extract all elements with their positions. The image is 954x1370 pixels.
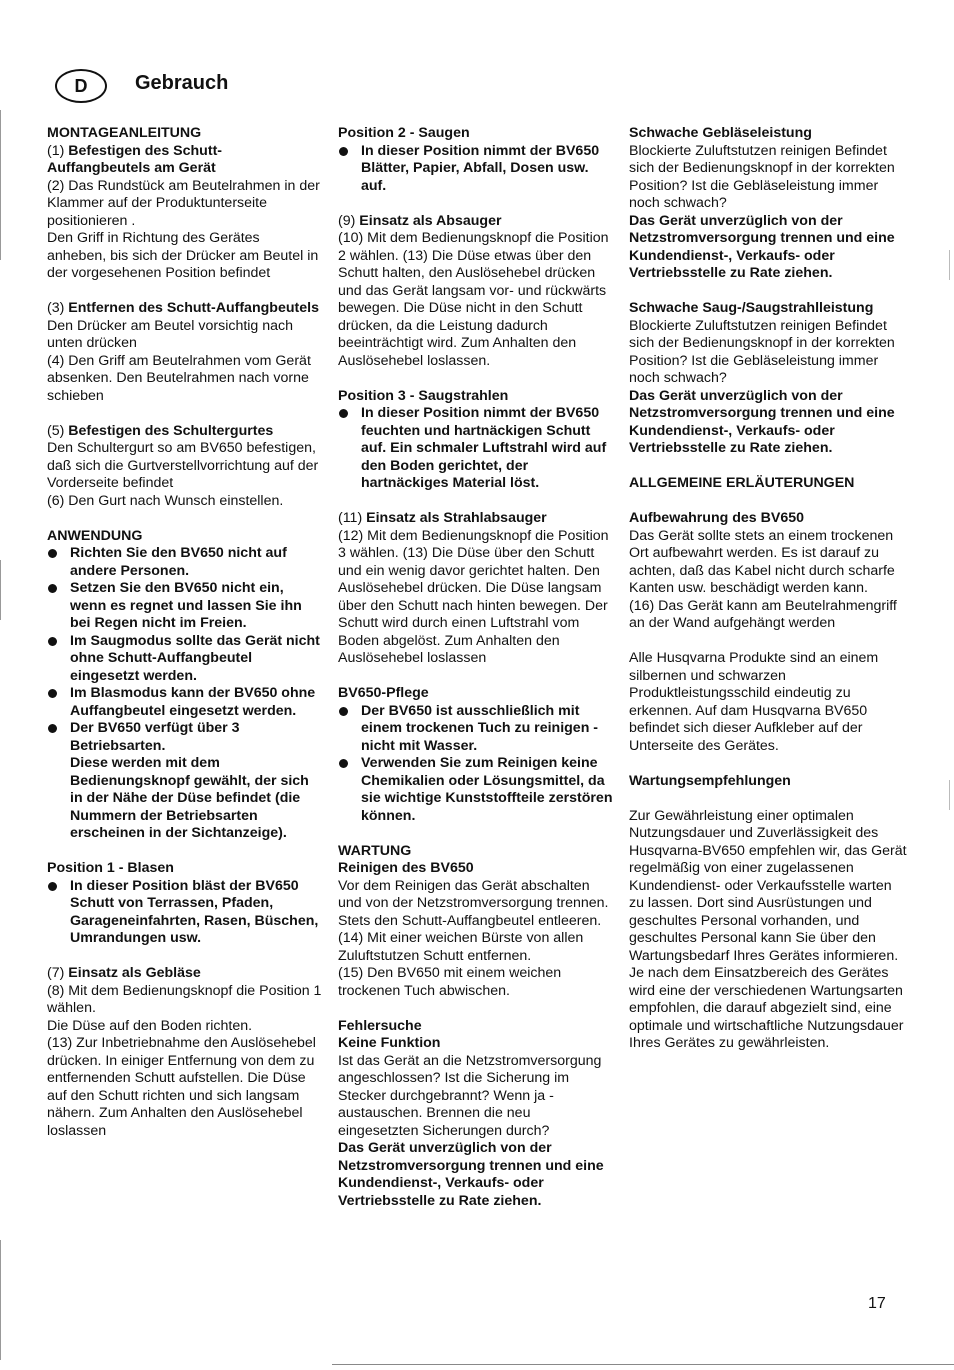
bullet-item: Der BV650 ist ausschließlich mit einem trockenen Tuch zu reinigen - nicht mit Wasser. [338, 703, 613, 756]
paragraph: Zur Gewährleistung einer optimalen Nutzungsdauer und Zuverlässigkeit des Husqvarna-BV650 empfehlen wir, das Gerät regelmäßig von einer zugelassenen Kundendienst- oder Verkaufsstelle warten zu lassen. Dort sind Ausrüstungen und geschultes Personal vorhanden, und geschultes Personal kann Sie über den Wartungsbedarf Ihres Gerätes informieren. Je nach dem Einsatzbereich des Gerätes wird eine der verschiedenen Wartungsarten empfohlen, die darauf abgezielt sind, eine optimale und wirtschaftliche Nutzungsdauer Ihres Gerätes zu gewährleisten. [629, 807, 907, 1051]
subheading: Reinigen des BV650 [338, 860, 474, 876]
paragraph: Den Schultergurt so am BV650 befestigen, daß sich die Gurtverstellvorrichtung auf der Vorderseite befindet [47, 440, 319, 491]
step-number: (7) [47, 965, 65, 981]
paragraph: Vor dem Reinigen das Gerät abschalten und von der Netzstromversorgung trennen. Stets den Schutt-Auffangbeutel entleeren. [338, 877, 609, 929]
paragraph: Die Düse auf den Boden richten. [47, 1017, 253, 1034]
paragraph: (2) Das Rundstück am Beutelrahmen in der Klammer auf der Produktunterseite positionieren . [47, 177, 320, 229]
step-title: Einsatz als Gebläse [68, 965, 201, 981]
step-title: Einsatz als Strahlabsauger [366, 510, 547, 526]
step-number: (1) [47, 142, 65, 159]
bullet-continuation: Diese werden mit dem Bedienungsknopf gewählt, der sich in der Nähe der Düse befindet (die Nummern der Betriebsarten erscheinen in der Sichtanzeige). [70, 755, 309, 841]
paragraph: (6) Den Gurt nach Wunsch einstellen. [47, 492, 284, 509]
paragraph: (8) Mit dem Bedienungsknopf die Position 1 wählen. [47, 982, 322, 1016]
bullet-item: Richten Sie den BV650 nicht auf andere Personen. [47, 545, 322, 580]
step-5 [47, 423, 322, 441]
step-title: Befestigen des Schultergurtes [68, 422, 274, 439]
section-heading: MONTAGEANLEITUNG [47, 125, 202, 141]
paragraph: (12) Mit dem Bedienungsknopf die Position 3 wählen. (13) Die Düse über den Schutt und ein wenig davor gerichtet halten. Den Auslösehebel drücken. Die Düse langsam über den Schutt nach hinten bewegen. Der Schutt wird durch einen Luftstrahl vom Boden abgelöst. Zum Anhalten den Auslösehebel loslassen [338, 527, 609, 666]
subheading: Schwache Gebläseleistung [629, 125, 812, 141]
step-title: Befestigen des Schutt-Auffangbeutels am Gerät [47, 142, 223, 176]
paragraph: (14) Mit einer weichen Bürste von allen Zuluftstutzen Schutt entfernen. [338, 930, 584, 964]
section-heading: ANWENDUNG [47, 527, 143, 544]
warning-text: Das Gerät unverzüglich von der Netzstromversorgung trennen und eine Kundendienst-, Verkaufs- oder Vertriebsstelle zu Rate ziehen. [629, 212, 895, 281]
paragraph: (10) Mit dem Bedienungsknopf die Position 2 wählen. (13) Die Düse etwas über den Schutt halten, den Auslösehebel drücken und das Gerät langsam vor- und rückwärts bewegen. Die Düse nicht in den Schutt drücken, da die Leistung dadurch beeinträchtigt wird. Zum Anhalten den Auslösehebel loslassen. [338, 230, 609, 369]
step-title: Entfernen des Schutt-Auffangbeutels [68, 300, 319, 316]
bullet-item: In dieser Position bläst der BV650 Schutt von Terrassen, Pfaden, Garageneinfahrten, Rasen, Büschen, Umrandungen usw. [47, 878, 322, 948]
step-3 [47, 300, 322, 318]
bullet-item: Im Blasmodus kann der BV650 ohne Auffangbeutel eingesetzt werden. [47, 685, 322, 720]
paragraph: Alle Husqvarna Produkte sind an einem silbernen und schwarzen Produktleistungsschild eindeutig zu erkennen. Auf dam Husqvarna BV650 befindet sich dieser Aufkleber auf der Unterseite des Gerätes. [629, 650, 879, 754]
section-heading: Position 2 - Saugen [338, 125, 470, 141]
bullet-item: Setzen Sie den BV650 nicht ein, wenn es regnet und lassen Sie ihn bei Regen nicht im Freien. [47, 580, 322, 633]
bullet-item: In dieser Position nimmt der BV650 feuchten und hartnäckigen Schutt auf. Ein schmaler Luftstrahl wird auf den Boden gerichtet, der hartnäckiges Material löst. [338, 405, 613, 493]
step-1 [47, 143, 322, 178]
page-number: 17 [868, 1295, 886, 1312]
bullet-item: Verwenden Sie zum Reinigen keine Chemikalien oder Lösungsmittel, da sie wichtige Kunststoffteile zerstören können. [338, 755, 613, 825]
subheading: Keine Funktion [338, 1035, 441, 1051]
paragraph: Blockierte Zuluftstutzen reinigen Befindet sich der Bedienungsknopf in der korrekten Position? Ist die Gebläseleistung immer noch schwach? [629, 317, 895, 386]
step-7 [47, 965, 322, 983]
paragraph: Blockierte Zuluftstutzen reinigen Befindet sich der Bedienungsknopf in der korrekten Position? Ist die Gebläseleistung immer noch schwach? [629, 142, 895, 211]
column-2 [338, 125, 613, 1210]
step-title: Einsatz als Absauger [359, 212, 502, 229]
step-9 [338, 213, 613, 231]
subheading: Wartungsempfehlungen [629, 772, 791, 789]
section-heading: Position 3 - Saugstrahlen [338, 387, 509, 404]
paragraph: (13) Zur Inbetriebnahme den Auslösehebel drücken. In einiger Entfernung von dem zu entfernenden Schutt aufstellen. Die Düse auf den Schutt richten und sich langsam nähern. Zum Anhalten den Auslösehebel loslassen [47, 1035, 316, 1139]
page-edge-line [0, 560, 1, 620]
step-number: (9) [338, 212, 356, 229]
paragraph: (4) Den Griff am Beutelrahmen vom Gerät absenken. Den Beutelrahmen nach vorne schieben [47, 352, 311, 404]
page-edge-line [0, 1240, 1, 1360]
page-edge-line [949, 250, 950, 280]
paragraph: Ist das Gerät an die Netzstromversorgung angeschlossen? Ist die Sicherung im Stecker durchgebrannt? Wenn ja - austauschen. Brennen die neu eingesetzten Sicherungen durch? [338, 1052, 602, 1139]
step-11 [338, 510, 613, 528]
subheading: Schwache Saug-/Saugstrahlleistung [629, 300, 874, 316]
step-number: (3) [47, 300, 65, 316]
paragraph: Den Griff in Richtung des Gerätes anheben, bis sich der Drücker am Beutel in der vorgesehenen Position befindet [47, 230, 319, 281]
section-heading: ALLGEMEINE ERLÄUTERUNGEN [629, 475, 855, 491]
paragraph: (15) Den BV650 mit einem weichen trockenen Tuch abwischen. [338, 965, 562, 999]
step-number: (5) [47, 422, 65, 439]
paragraph: Den Drücker am Beutel vorsichtig nach unten drücken [47, 317, 294, 351]
paragraph: Das Gerät sollte stets an einem trockenen Ort aufbewahrt werden. Es ist darauf zu achten, daß das Kabel nicht durch scharfe Kanten usw. beschädigt werden kann. [629, 527, 895, 596]
language-badge: D [55, 69, 107, 103]
footer-rule [332, 1364, 954, 1365]
column-1 [47, 125, 322, 1140]
page-edge-line [0, 110, 1, 260]
section-heading: WARTUNG [338, 842, 412, 859]
section-heading: Position 1 - Blasen [47, 860, 174, 876]
paragraph: (16) Das Gerät kann am Beutelrahmengriff an der Wand aufgehängt werden [629, 597, 897, 631]
warning-text: Das Gerät unverzüglich von der Netzstromversorgung trennen und eine Kundendienst-, Verkaufs- oder Vertriebsstelle zu Rate ziehen. [629, 387, 895, 456]
bullet-item: In dieser Position nimmt der BV650 Blätter, Papier, Abfall, Dosen usw. auf. [338, 143, 613, 196]
column-3 [629, 125, 909, 1053]
step-number: (11) [338, 510, 363, 526]
subheading: Aufbewahrung des BV650 [629, 510, 805, 526]
section-heading: BV650-Pflege [338, 685, 429, 701]
bullet-item: Im Saugmodus sollte das Gerät nicht ohne Schutt-Auffangbeutel eingesetzt werden. [47, 633, 322, 686]
subheading: Fehlersuche [338, 1017, 422, 1034]
warning-text: Das Gerät unverzüglich von der Netzstromversorgung trennen und eine Kundendienst-, Verkaufs- oder Vertriebsstelle zu Rate ziehen. [338, 1140, 604, 1209]
bullet-item: Der BV650 verfügt über 3 Betriebsarten. [47, 720, 322, 755]
page-title: Gebrauch [135, 72, 229, 94]
page-edge-line [949, 780, 950, 810]
